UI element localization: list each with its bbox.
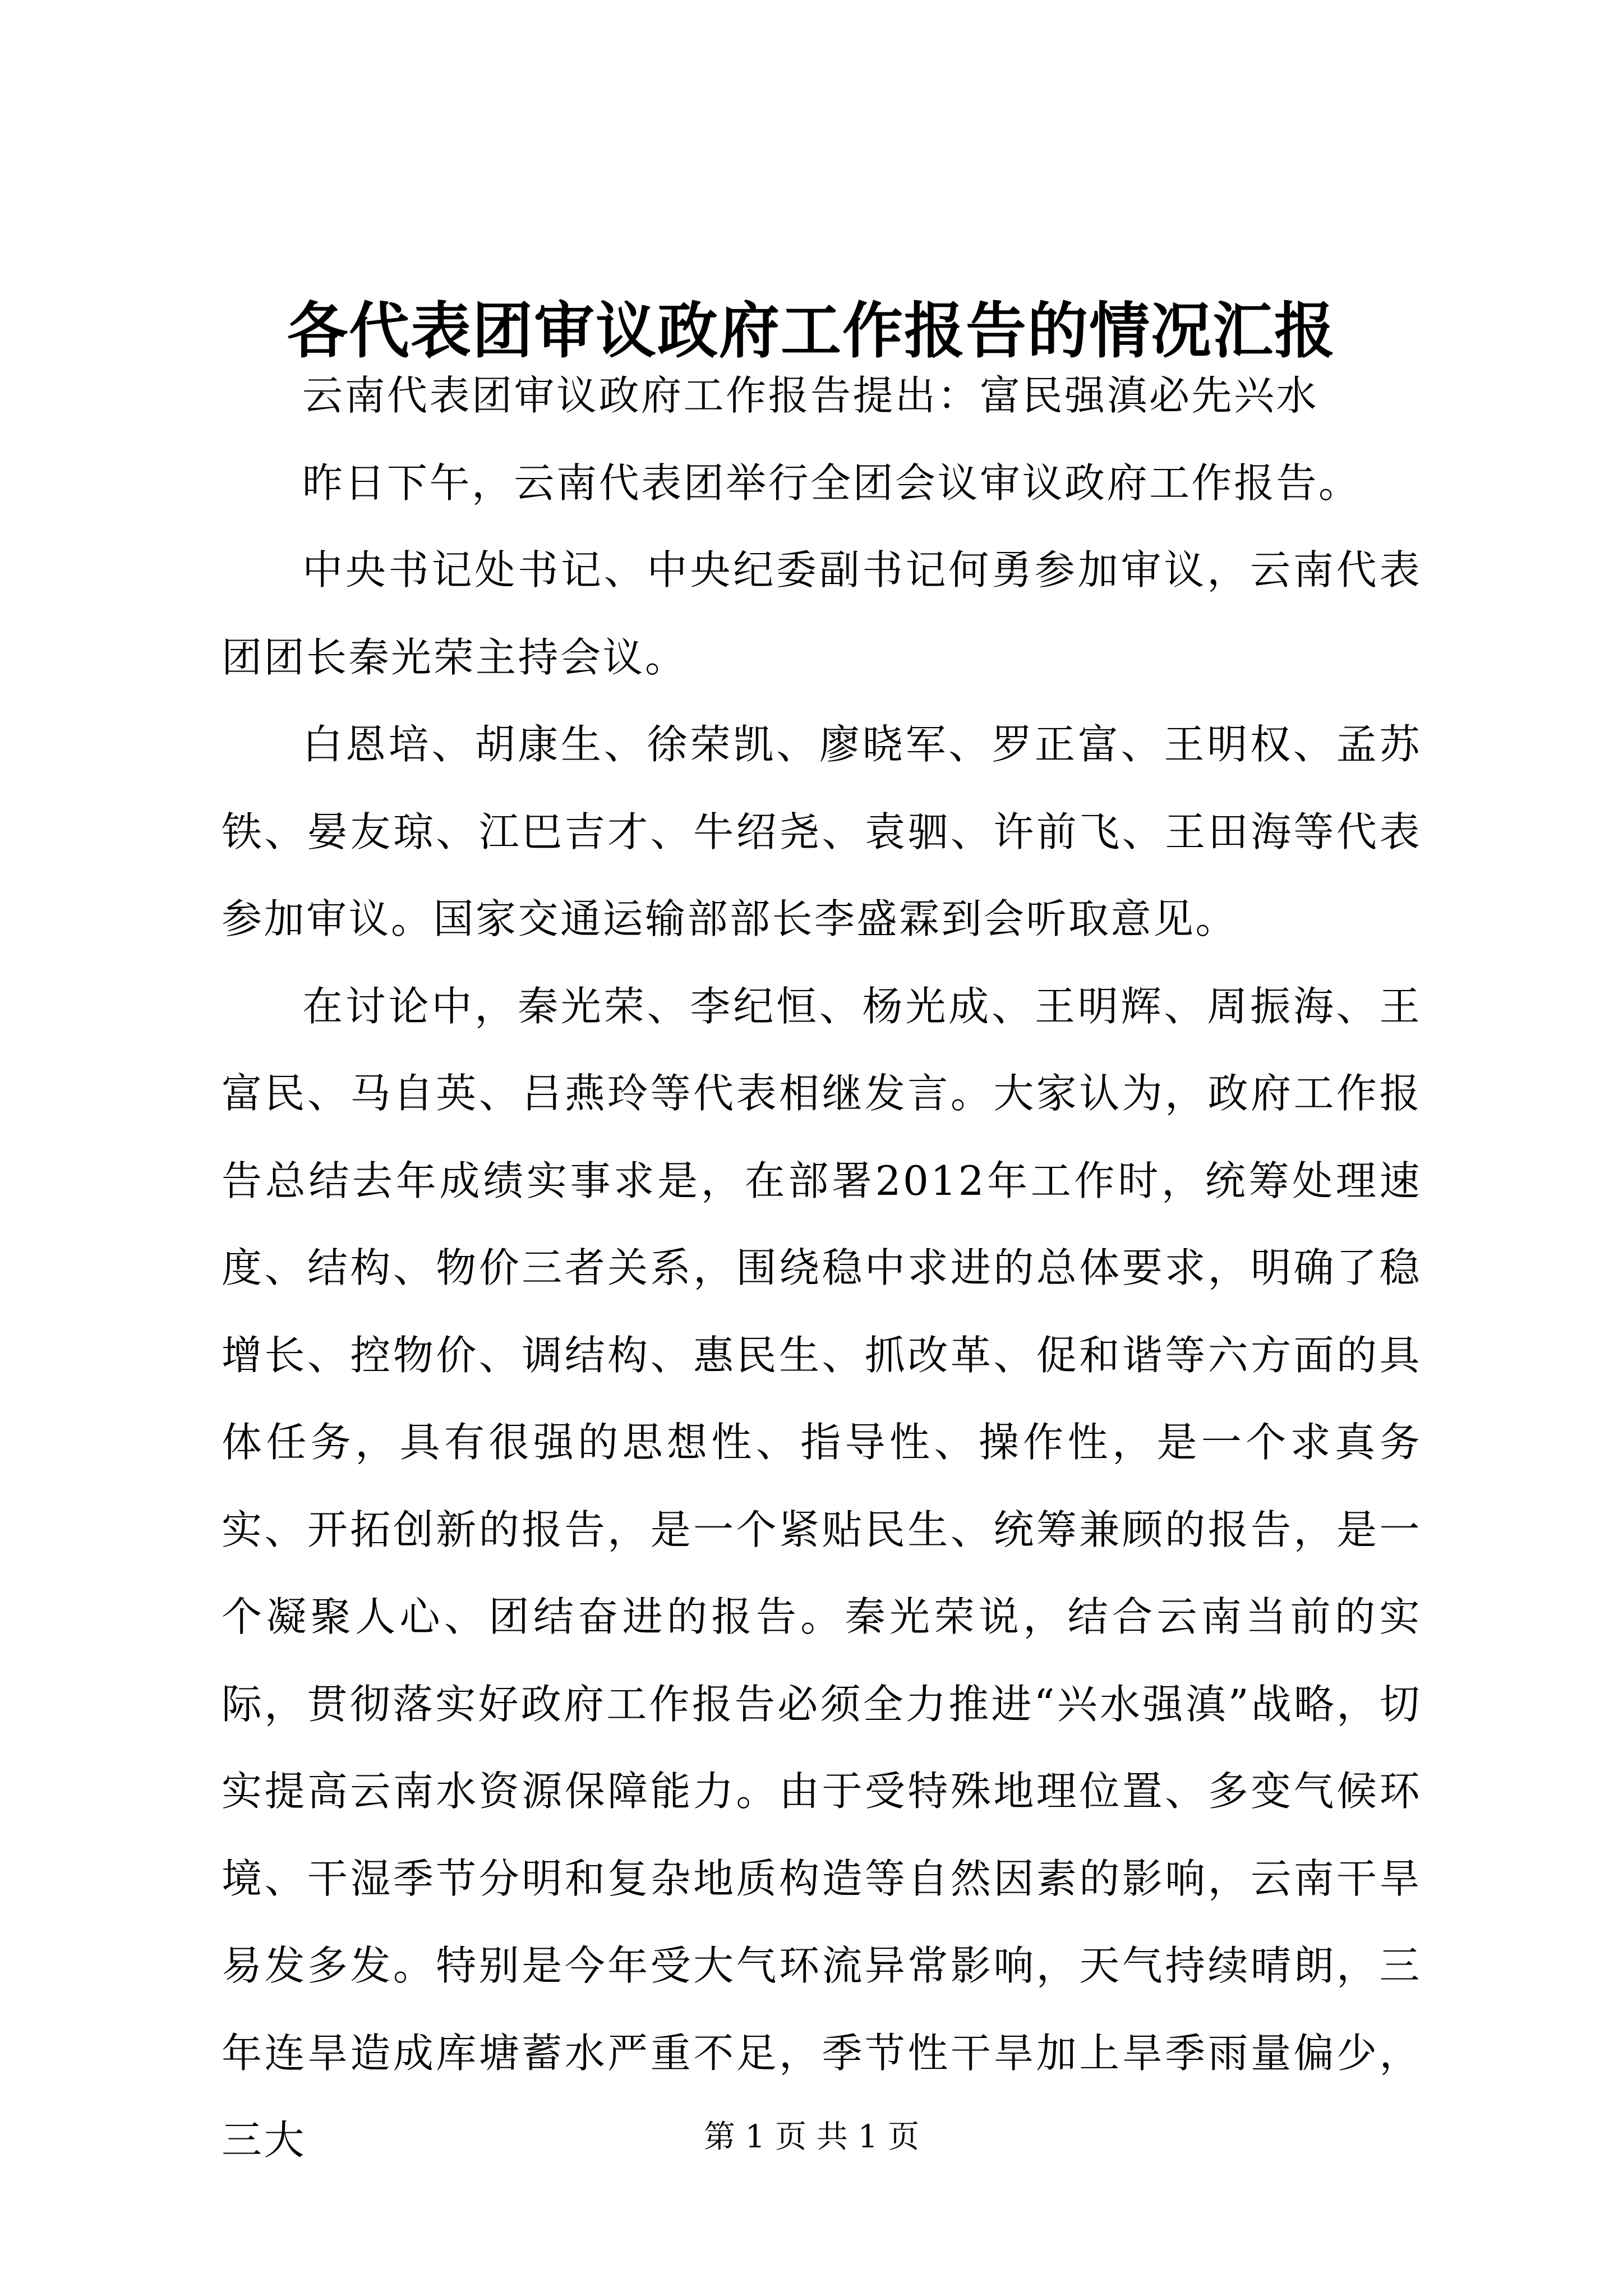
document-body (222, 352, 1422, 2184)
document-title: 各代表团审议政府工作报告的情况汇报 (287, 296, 1336, 366)
paragraph: 中央书记处书记、中央纪委副书记何勇参加审议，云南代表团团长秦光荣主持会议。 (222, 546, 1422, 681)
paragraph: 白恩培、胡康生、徐荣凯、廖晓军、罗正富、王明权、孟苏铁、晏友琼、江巴吉才、牛绍尧、袁驷、许前飞、王田海等代表参加审议。国家交通运输部部长李盛霖到会听取意见。 (222, 721, 1422, 942)
page-number-footer: 第 1 页 共 1 页 (703, 2119, 920, 2155)
paragraph: 昨日下午，云南代表团举行全团会议审议政府工作报告。 (302, 459, 1361, 507)
paragraph-subheading: 云南代表团审议政府工作报告提出：富民强滇必先兴水 (302, 372, 1319, 419)
paragraph: 在讨论中，秦光荣、李纪恒、杨光成、王明辉、周振海、王富民、马自英、吕燕玲等代表相继发言。大家认为，政府工作报告总结去年成绩实事求是，在部署2012年工作时，统筹处理速度、结构、物价三者关系，围绕稳中求进的总体要求，明确了稳增长、控物价、调结构、惠民生、抓改革、促和谐等六方面的具体任务，具有很强的思想性、指导性、操作性，是一个求真务实、开拓创新的报告，是一个紧贴民生、统筹兼顾的报告，是一个凝聚人心、团结奋进的报告。秦光荣说，结合云南当前的实际，贯彻落实好政府工作报告必须全力推进“兴水强滇”战略，切实提高云南水资源保障能力。由于受特殊地理位置、多变气候环境、干湿季节分明和复杂地质构造等自然因素的影响，云南干旱易发多发。特别是今年受大气环流异常影响，天气持续晴朗，三年连旱造成库塘蓄水严重不足，季节性干旱加上旱季雨量偏少，三大 (222, 982, 1422, 2164)
